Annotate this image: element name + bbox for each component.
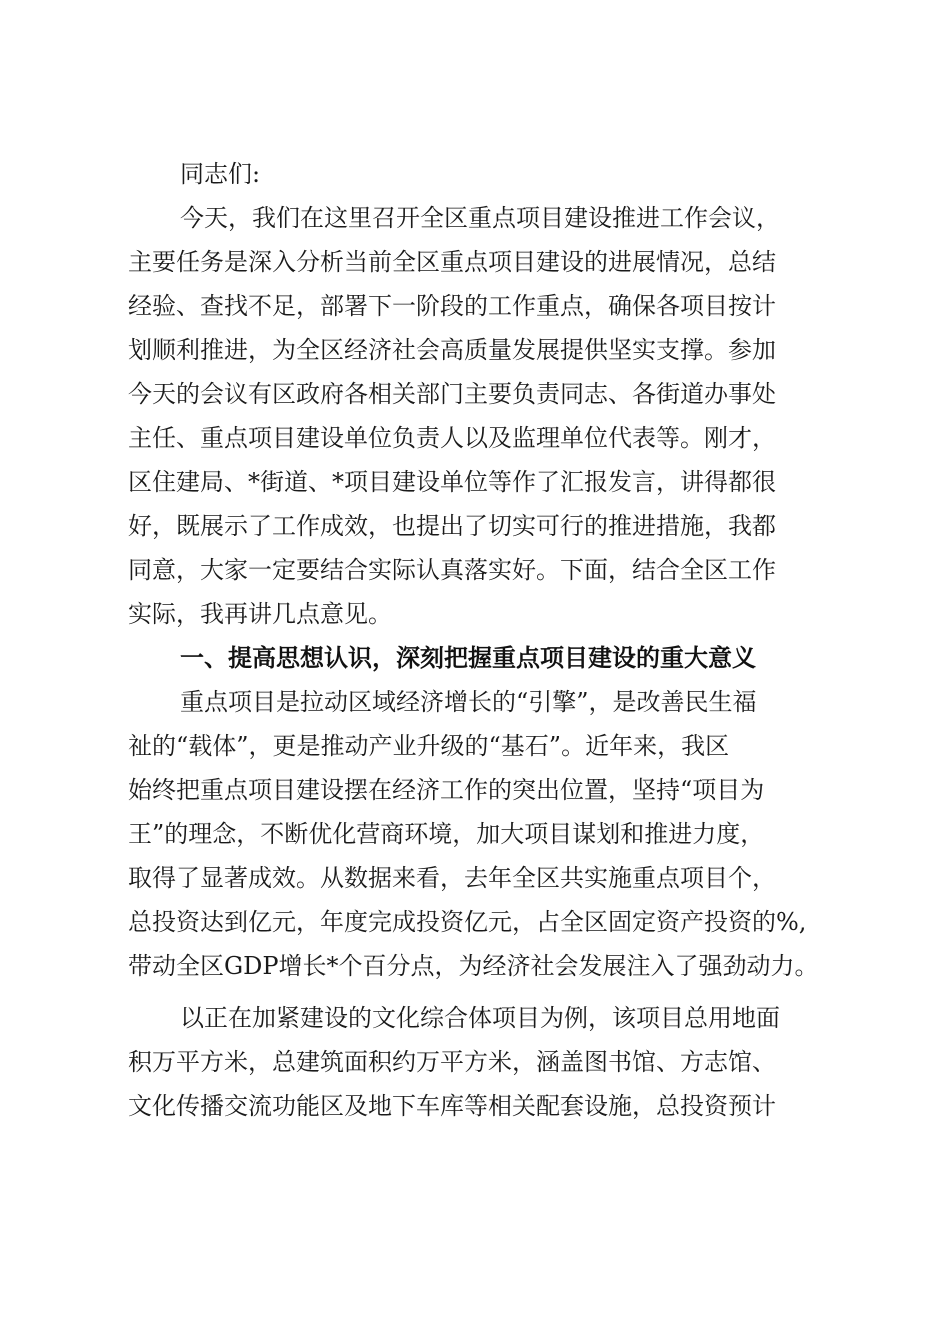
paragraph-line: 划顺利推进，为全区经济社会高质量发展提供坚实支撑。参加 — [128, 336, 776, 364]
paragraph-line: 区住建局、*街道、*项目建设单位等作了汇报发言，讲得都很 — [128, 468, 776, 496]
paragraph-line: 取得了显著成效。从数据来看，去年全区共实施重点项目个， — [128, 864, 776, 892]
paragraph-line: 好，既展示了工作成效，也提出了切实可行的推进措施，我都 — [128, 512, 776, 540]
paragraph-line: 实际，我再讲几点意见。 — [128, 600, 392, 628]
paragraph-example — [128, 996, 828, 1128]
paragraph-line: 经验、查找不足，部署下一阶段的工作重点，确保各项目按计 — [128, 292, 776, 320]
paragraph-line: 今天的会议有区政府各相关部门主要负责同志、各街道办事处 — [128, 380, 776, 408]
paragraph-line: 以正在加紧建设的文化综合体项目为例，该项目总用地面 — [180, 1004, 780, 1032]
paragraph-significance — [128, 680, 828, 988]
paragraph-line: 文化传播交流功能区及地下车库等相关配套设施，总投资预计 — [128, 1092, 776, 1120]
paragraph-line: 同意，大家一定要结合实际认真落实好。下面，结合全区工作 — [128, 556, 776, 584]
paragraph-line: 今天，我们在这里召开全区重点项目建设推进工作会议， — [180, 204, 780, 232]
paragraph-line: 王”的理念，不断优化营商环境，加大项目谋划和推进力度， — [128, 820, 765, 848]
paragraph-line: 始终把重点项目建设摆在经济工作的突出位置，坚持“项目为 — [128, 776, 765, 804]
document-body — [128, 152, 828, 1128]
paragraph-opening — [128, 196, 828, 636]
paragraph-line: 重点项目是拉动区域经济增长的“引擎”，是改善民生福 — [180, 688, 757, 716]
paragraph-line: 带动全区GDP增长*个百分点，为经济社会发展注入了强劲动力。 — [128, 952, 819, 980]
salutation: 同志们: — [180, 160, 261, 188]
paragraph-line: 积万平方米，总建筑面积约万平方米，涵盖图书馆、方志馆、 — [128, 1048, 776, 1076]
paragraph-line: 主任、重点项目建设单位负责人以及监理单位代表等。刚才， — [128, 424, 776, 452]
paragraph-line: 总投资达到亿元，年度完成投资亿元，占全区固定资产投资的%, — [128, 908, 807, 936]
paragraph-line: 祉的“载体”，更是推动产业升级的“基石”。近年来，我区 — [128, 732, 730, 760]
paragraph-line: 主要任务是深入分析当前全区重点项目建设的进展情况，总结 — [128, 248, 776, 276]
paragraph-gap — [128, 988, 828, 996]
section-heading: 一、提高思想认识，深刻把握重点项目建设的重大意义 — [180, 643, 756, 672]
